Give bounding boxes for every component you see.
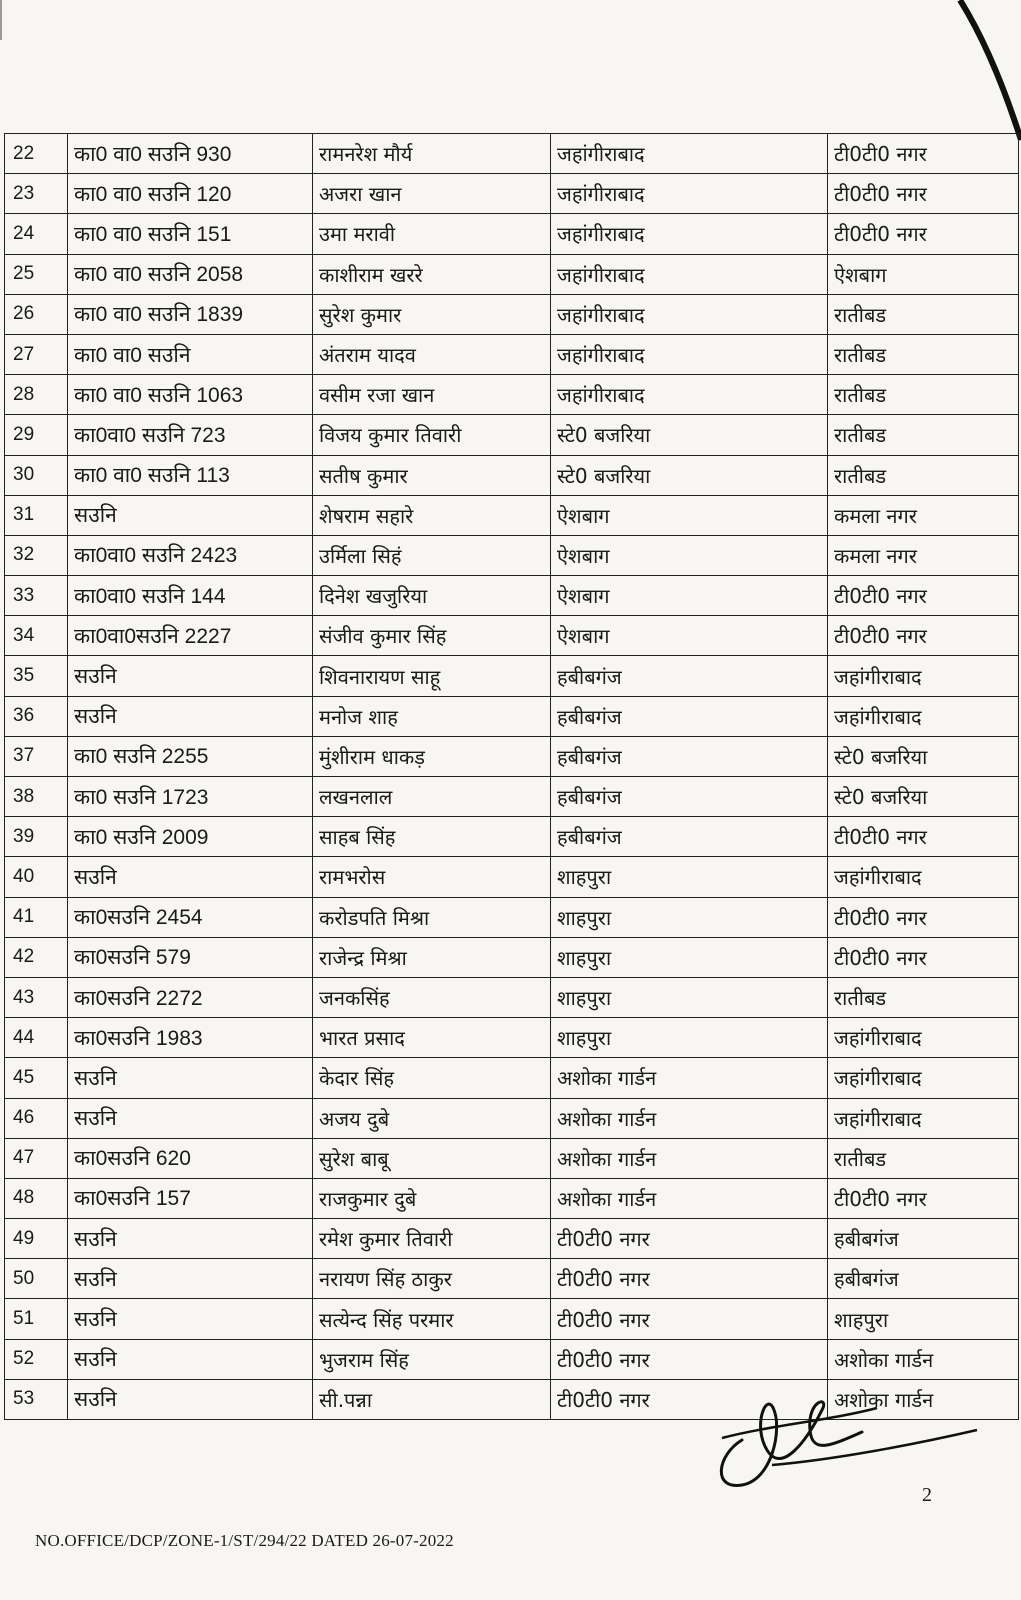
employee-name-cell: सुरेश बाबू [313,1138,551,1178]
from-station-cell: टी0टी0 नगर [551,1299,828,1339]
serial-number-cell: 48 [5,1178,68,1218]
from-station-cell: अशोका गार्डन [551,1178,828,1218]
employee-name-cell: राजकुमार दुबे [313,1178,551,1218]
rank-cell: का0सउनि 2454 [68,897,313,937]
serial-number-cell: 41 [5,897,68,937]
employee-name-cell: साहब सिंह [313,817,551,857]
table-row [5,1138,1019,1178]
to-station-cell: जहांगीराबाद [828,1058,1019,1098]
rank-cell: का0सउनि 1983 [68,1018,313,1058]
to-station-cell: टी0टी0 नगर [828,214,1019,254]
to-station-cell: अशोका गार्डन [828,1379,1019,1419]
serial-number-cell: 26 [5,294,68,334]
employee-name-cell: रमेश कुमार तिवारी [313,1219,551,1259]
from-station-cell: स्टे0 बजरिया [551,415,828,455]
rank-cell: का0सउनि 2272 [68,977,313,1017]
to-station-cell: टी0टी0 नगर [828,174,1019,214]
rank-cell: का0 वा0 सउनि 1063 [68,375,313,415]
from-station-cell: अशोका गार्डन [551,1138,828,1178]
serial-number-cell: 33 [5,576,68,616]
transfer-list-body [5,134,1019,1420]
to-station-cell: टी0टी0 नगर [828,576,1019,616]
employee-name-cell: विजय कुमार तिवारी [313,415,551,455]
to-station-cell: रातीबड [828,977,1019,1017]
employee-name-cell: लखनलाल [313,777,551,817]
from-station-cell: जहांगीराबाद [551,334,828,374]
employee-name-cell: उमा मरावी [313,214,551,254]
serial-number-cell: 35 [5,656,68,696]
transfer-list-table [4,133,1019,1420]
employee-name-cell: अजय दुबे [313,1098,551,1138]
employee-name-cell: शेषराम सहारे [313,495,551,535]
to-station-cell: रातीबड [828,1138,1019,1178]
serial-number-cell: 52 [5,1339,68,1379]
employee-name-cell: सतीष कुमार [313,455,551,495]
table-row [5,174,1019,214]
employee-name-cell: उर्मिला सिहं [313,535,551,575]
table-row [5,455,1019,495]
from-station-cell: शाहपुरा [551,977,828,1017]
serial-number-cell: 28 [5,375,68,415]
from-station-cell: हबीबगंज [551,736,828,776]
serial-number-cell: 30 [5,455,68,495]
rank-cell: सउनि [68,696,313,736]
employee-name-cell: करोडपति मिश्रा [313,897,551,937]
rank-cell: सउनि [68,656,313,696]
table-row [5,214,1019,254]
rank-cell: का0 सउनि 2009 [68,817,313,857]
serial-number-cell: 36 [5,696,68,736]
serial-number-cell: 27 [5,334,68,374]
serial-number-cell: 24 [5,214,68,254]
table-row [5,616,1019,656]
from-station-cell: जहांगीराबाद [551,214,828,254]
to-station-cell: हबीबगंज [828,1219,1019,1259]
to-station-cell: टी0टी0 नगर [828,1178,1019,1218]
from-station-cell: जहांगीराबाद [551,174,828,214]
table-row [5,415,1019,455]
table-row [5,1219,1019,1259]
table-row [5,1018,1019,1058]
rank-cell: सउनि [68,1299,313,1339]
to-station-cell: शाहपुरा [828,1299,1019,1339]
employee-name-cell: दिनेश खजुरिया [313,576,551,616]
from-station-cell: हबीबगंज [551,777,828,817]
table-row [5,294,1019,334]
from-station-cell: हबीबगंज [551,656,828,696]
from-station-cell: जहांगीराबाद [551,134,828,174]
rank-cell: का0वा0 सउनि 723 [68,415,313,455]
from-station-cell: ऐशबाग [551,616,828,656]
serial-number-cell: 37 [5,736,68,776]
rank-cell: का0 वा0 सउनि 1839 [68,294,313,334]
serial-number-cell: 42 [5,937,68,977]
from-station-cell: शाहपुरा [551,857,828,897]
table-row [5,375,1019,415]
serial-number-cell: 50 [5,1259,68,1299]
from-station-cell: शाहपुरा [551,1018,828,1058]
rank-cell: का0 वा0 सउनि 930 [68,134,313,174]
rank-cell: का0 सउनि 1723 [68,777,313,817]
rank-cell: का0 वा0 सउनि 151 [68,214,313,254]
to-station-cell: टी0टी0 नगर [828,937,1019,977]
employee-name-cell: रामभरोस [313,857,551,897]
rank-cell: सउनि [68,1379,313,1419]
rank-cell: का0सउनि 579 [68,937,313,977]
rank-cell: सउनि [68,1219,313,1259]
rank-cell: का0सउनि 620 [68,1138,313,1178]
serial-number-cell: 49 [5,1219,68,1259]
from-station-cell: जहांगीराबाद [551,294,828,334]
to-station-cell: जहांगीराबाद [828,857,1019,897]
employee-name-cell: अजरा खान [313,174,551,214]
employee-name-cell: राजेन्द्र मिश्रा [313,937,551,977]
table-row [5,134,1019,174]
employee-name-cell: जनकसिंह [313,977,551,1017]
serial-number-cell: 44 [5,1018,68,1058]
serial-number-cell: 47 [5,1138,68,1178]
from-station-cell: अशोका गार्डन [551,1098,828,1138]
serial-number-cell: 29 [5,415,68,455]
employee-name-cell: शिवनारायण साहू [313,656,551,696]
serial-number-cell: 45 [5,1058,68,1098]
table-row [5,576,1019,616]
employee-name-cell: अंतराम यादव [313,334,551,374]
employee-name-cell: रामनरेश मौर्य [313,134,551,174]
to-station-cell: कमला नगर [828,495,1019,535]
to-station-cell: कमला नगर [828,535,1019,575]
officer-signature [712,1370,982,1505]
rank-cell: सउनि [68,1058,313,1098]
table-row [5,1098,1019,1138]
table-row [5,1058,1019,1098]
rank-cell: सउनि [68,1339,313,1379]
to-station-cell: रातीबड [828,455,1019,495]
employee-name-cell: सत्येन्द सिंह परमार [313,1299,551,1339]
table-row [5,736,1019,776]
employee-name-cell: संजीव कुमार सिंह [313,616,551,656]
from-station-cell: स्टे0 बजरिया [551,455,828,495]
table-row [5,535,1019,575]
rank-cell: का0सउनि 157 [68,1178,313,1218]
from-station-cell: शाहपुरा [551,897,828,937]
employee-name-cell: मुंशीराम धाकड़ [313,736,551,776]
serial-number-cell: 38 [5,777,68,817]
rank-cell: सउनि [68,495,313,535]
rank-cell: सउनि [68,857,313,897]
serial-number-cell: 40 [5,857,68,897]
employee-name-cell: भुजराम सिंह [313,1339,551,1379]
to-station-cell: जहांगीराबाद [828,1018,1019,1058]
employee-name-cell: भारत प्रसाद [313,1018,551,1058]
to-station-cell: जहांगीराबाद [828,696,1019,736]
serial-number-cell: 22 [5,134,68,174]
from-station-cell: टी0टी0 नगर [551,1339,828,1379]
table-row [5,254,1019,294]
table-row [5,977,1019,1017]
serial-number-cell: 39 [5,817,68,857]
to-station-cell: रातीबड [828,294,1019,334]
to-station-cell: ऐशबाग [828,254,1019,294]
table-row [5,857,1019,897]
from-station-cell: ऐशबाग [551,576,828,616]
rank-cell: का0वा0 सउनि 2423 [68,535,313,575]
employee-name-cell: नरायण सिंह ठाकुर [313,1259,551,1299]
from-station-cell: टी0टी0 नगर [551,1259,828,1299]
employee-name-cell: सुरेश कुमार [313,294,551,334]
from-station-cell: ऐशबाग [551,535,828,575]
employee-name-cell: केदार सिंह [313,1058,551,1098]
table-row [5,937,1019,977]
page-number: 2 [922,1484,932,1506]
table-row [5,897,1019,937]
from-station-cell: जहांगीराबाद [551,375,828,415]
from-station-cell: ऐशबाग [551,495,828,535]
employee-name-cell: वसीम रजा खान [313,375,551,415]
employee-name-cell: सी.पन्ना [313,1379,551,1419]
to-station-cell: टी0टी0 नगर [828,616,1019,656]
serial-number-cell: 43 [5,977,68,1017]
to-station-cell: जहांगीराबाद [828,656,1019,696]
to-station-cell: स्टे0 बजरिया [828,777,1019,817]
serial-number-cell: 34 [5,616,68,656]
from-station-cell: हबीबगंज [551,817,828,857]
rank-cell: का0 वा0 सउनि 2058 [68,254,313,294]
to-station-cell: रातीबड [828,375,1019,415]
to-station-cell: टी0टी0 नगर [828,134,1019,174]
to-station-cell: हबीबगंज [828,1259,1019,1299]
serial-number-cell: 32 [5,535,68,575]
table-row [5,1299,1019,1339]
to-station-cell: टी0टी0 नगर [828,817,1019,857]
rank-cell: सउनि [68,1098,313,1138]
from-station-cell: टी0टी0 नगर [551,1219,828,1259]
table-row [5,495,1019,535]
table-row [5,777,1019,817]
rank-cell: का0 वा0 सउनि 120 [68,174,313,214]
from-station-cell: शाहपुरा [551,937,828,977]
serial-number-cell: 46 [5,1098,68,1138]
serial-number-cell: 51 [5,1299,68,1339]
employee-name-cell: काशीराम खररे [313,254,551,294]
from-station-cell: टी0टी0 नगर [551,1379,828,1419]
from-station-cell: हबीबगंज [551,696,828,736]
rank-cell: का0 वा0 सउनि 113 [68,455,313,495]
serial-number-cell: 25 [5,254,68,294]
rank-cell: का0वा0सउनि 2227 [68,616,313,656]
rank-cell: सउनि [68,1259,313,1299]
to-station-cell: स्टे0 बजरिया [828,736,1019,776]
table-row [5,1178,1019,1218]
to-station-cell: अशोका गार्डन [828,1339,1019,1379]
to-station-cell: रातीबड [828,415,1019,455]
rank-cell: का0 वा0 सउनि [68,334,313,374]
from-station-cell: अशोका गार्डन [551,1058,828,1098]
to-station-cell: रातीबड [828,334,1019,374]
serial-number-cell: 23 [5,174,68,214]
table-row [5,696,1019,736]
serial-number-cell: 53 [5,1379,68,1419]
to-station-cell: टी0टी0 नगर [828,897,1019,937]
employee-name-cell: मनोज शाह [313,696,551,736]
rank-cell: का0 सउनि 2255 [68,736,313,776]
rank-cell: का0वा0 सउनि 144 [68,576,313,616]
table-row [5,1259,1019,1299]
footer-reference: NO.OFFICE/DCP/ZONE-1/ST/294/22 DATED 26-07-2022 [35,1531,454,1550]
to-station-cell: जहांगीराबाद [828,1098,1019,1138]
table-row [5,817,1019,857]
table-row [5,656,1019,696]
from-station-cell: जहांगीराबाद [551,254,828,294]
serial-number-cell: 31 [5,495,68,535]
table-row [5,334,1019,374]
